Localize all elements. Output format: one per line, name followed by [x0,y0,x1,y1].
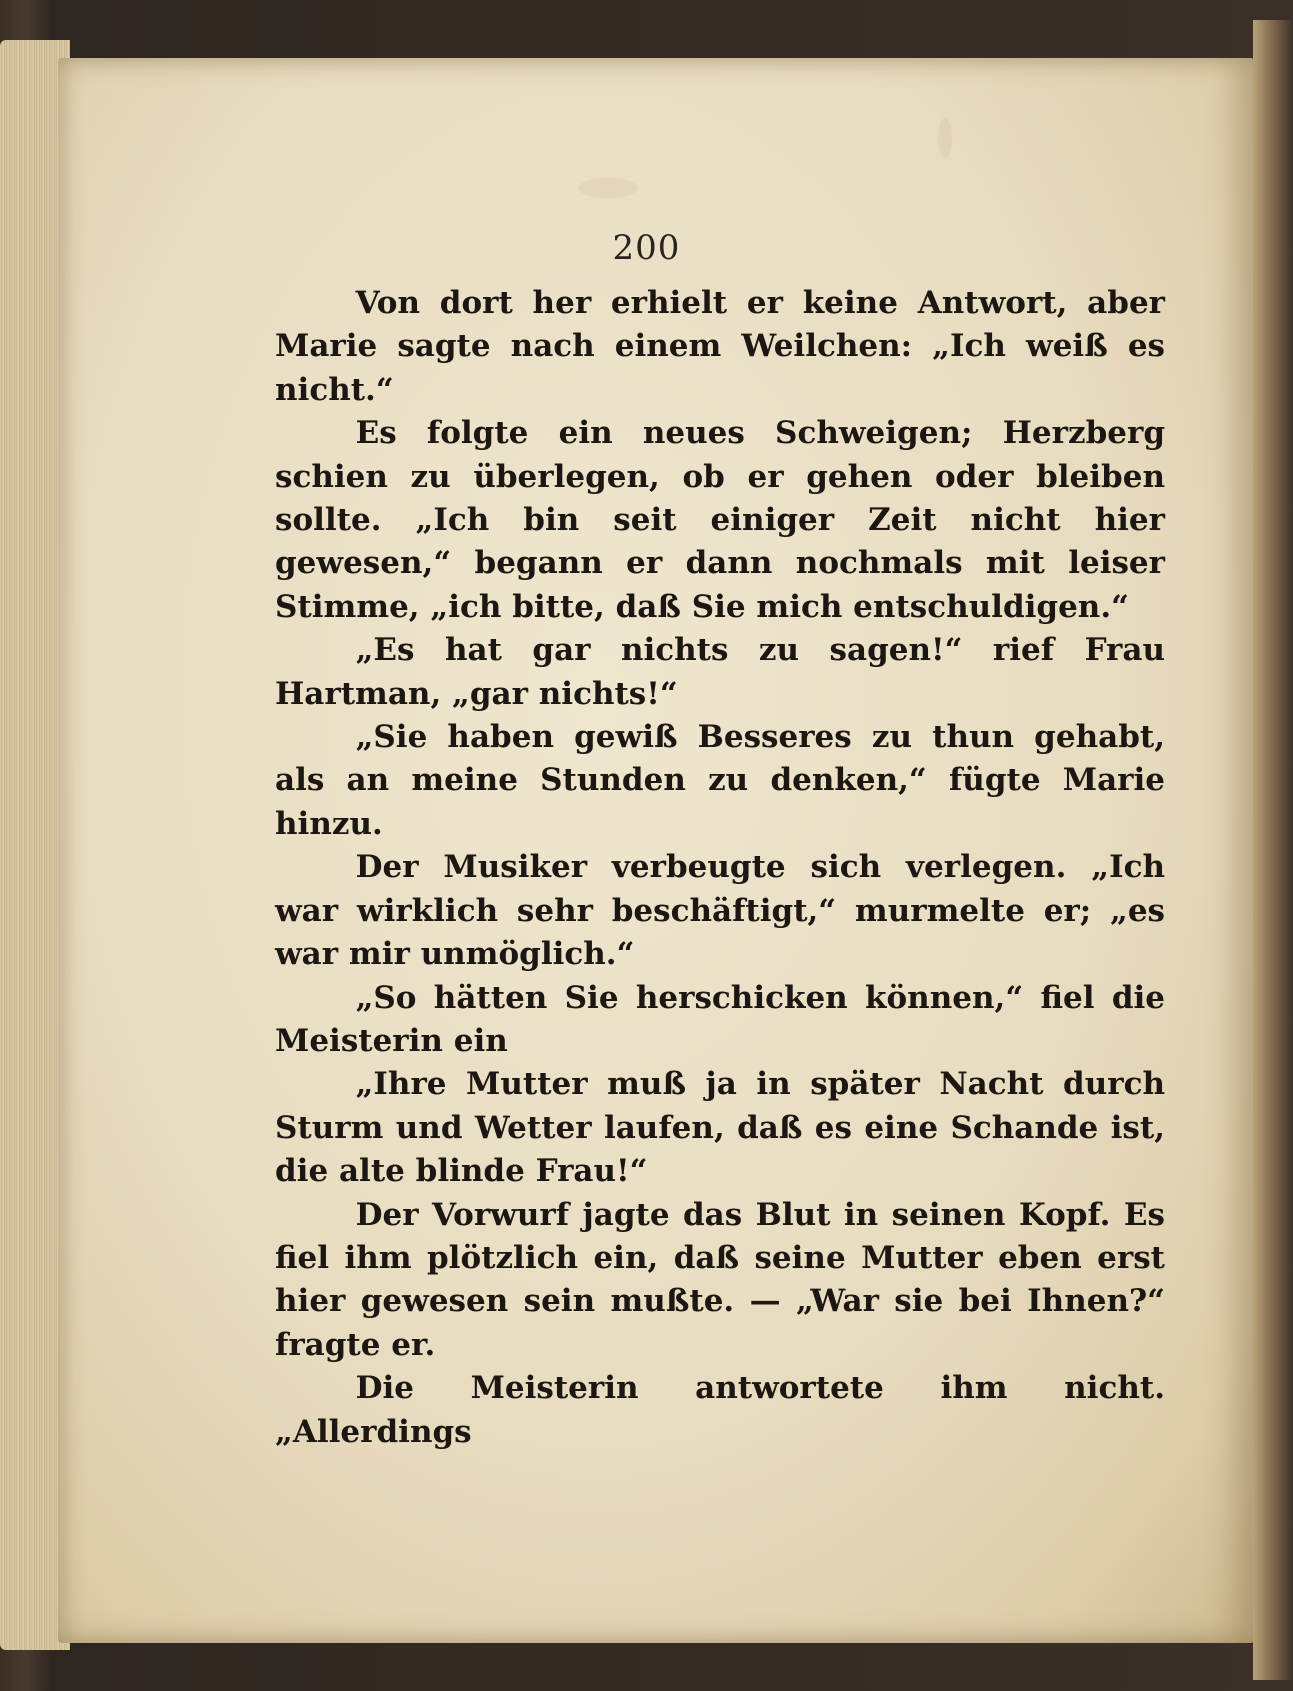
paper-stain [938,118,952,158]
paragraph: „Ihre Mutter muß ja in später Nacht durch Sturm und Wetter laufen, daß es eine Schande ist, die alte blinde Frau!“ [275,1066,1165,1190]
paragraph: Der Vorwurf jagte das Blut in seinen Kopf. Es fiel ihm plötzlich ein, daß seine Mutter eben erst hier gewesen sein mußte. — „War sie bei Ihnen?“ fragte er. [275,1196,1165,1363]
paragraph: „Es hat gar nichts zu sagen!“ rief Frau Hartman, „gar nichts!“ [275,632,1165,712]
paragraph: Die Meisterin antwortete ihm nicht. „Allerdings [275,1370,1165,1450]
paragraph: Der Musiker verbeugte sich verlegen. „Ich war wirklich sehr beschäftigt,“ murmelte er; „es war mir unmöglich.“ [275,849,1165,973]
page-number: 200 [612,228,681,268]
paragraph: Von dort her erhielt er keine Antwort, aber Marie sagte nach einem Weilchen: „Ich weiß es nicht.“ [275,285,1165,408]
paragraph: „So hätten Sie herschicken können,“ fiel die Meisterin ein [275,979,1165,1059]
body-text [275,282,1165,1454]
paper-stain [578,178,638,198]
paragraph: Es folgte ein neues Schweigen; Herzberg schien zu überlegen, ob er gehen oder bleiben sollte. „Ich bin seit einiger Zeit nicht hier gewesen,“ begann er dann nochmals mit leiser Stimme, „ich bitte, daß Sie mich entschuldigen.“ [275,415,1165,625]
paragraph: „Sie haben gewiß Besseres zu thun gehabt, als an meine Stunden zu denken,“ fügte Marie hinzu. [275,719,1165,842]
binding-edge [1253,20,1293,1680]
